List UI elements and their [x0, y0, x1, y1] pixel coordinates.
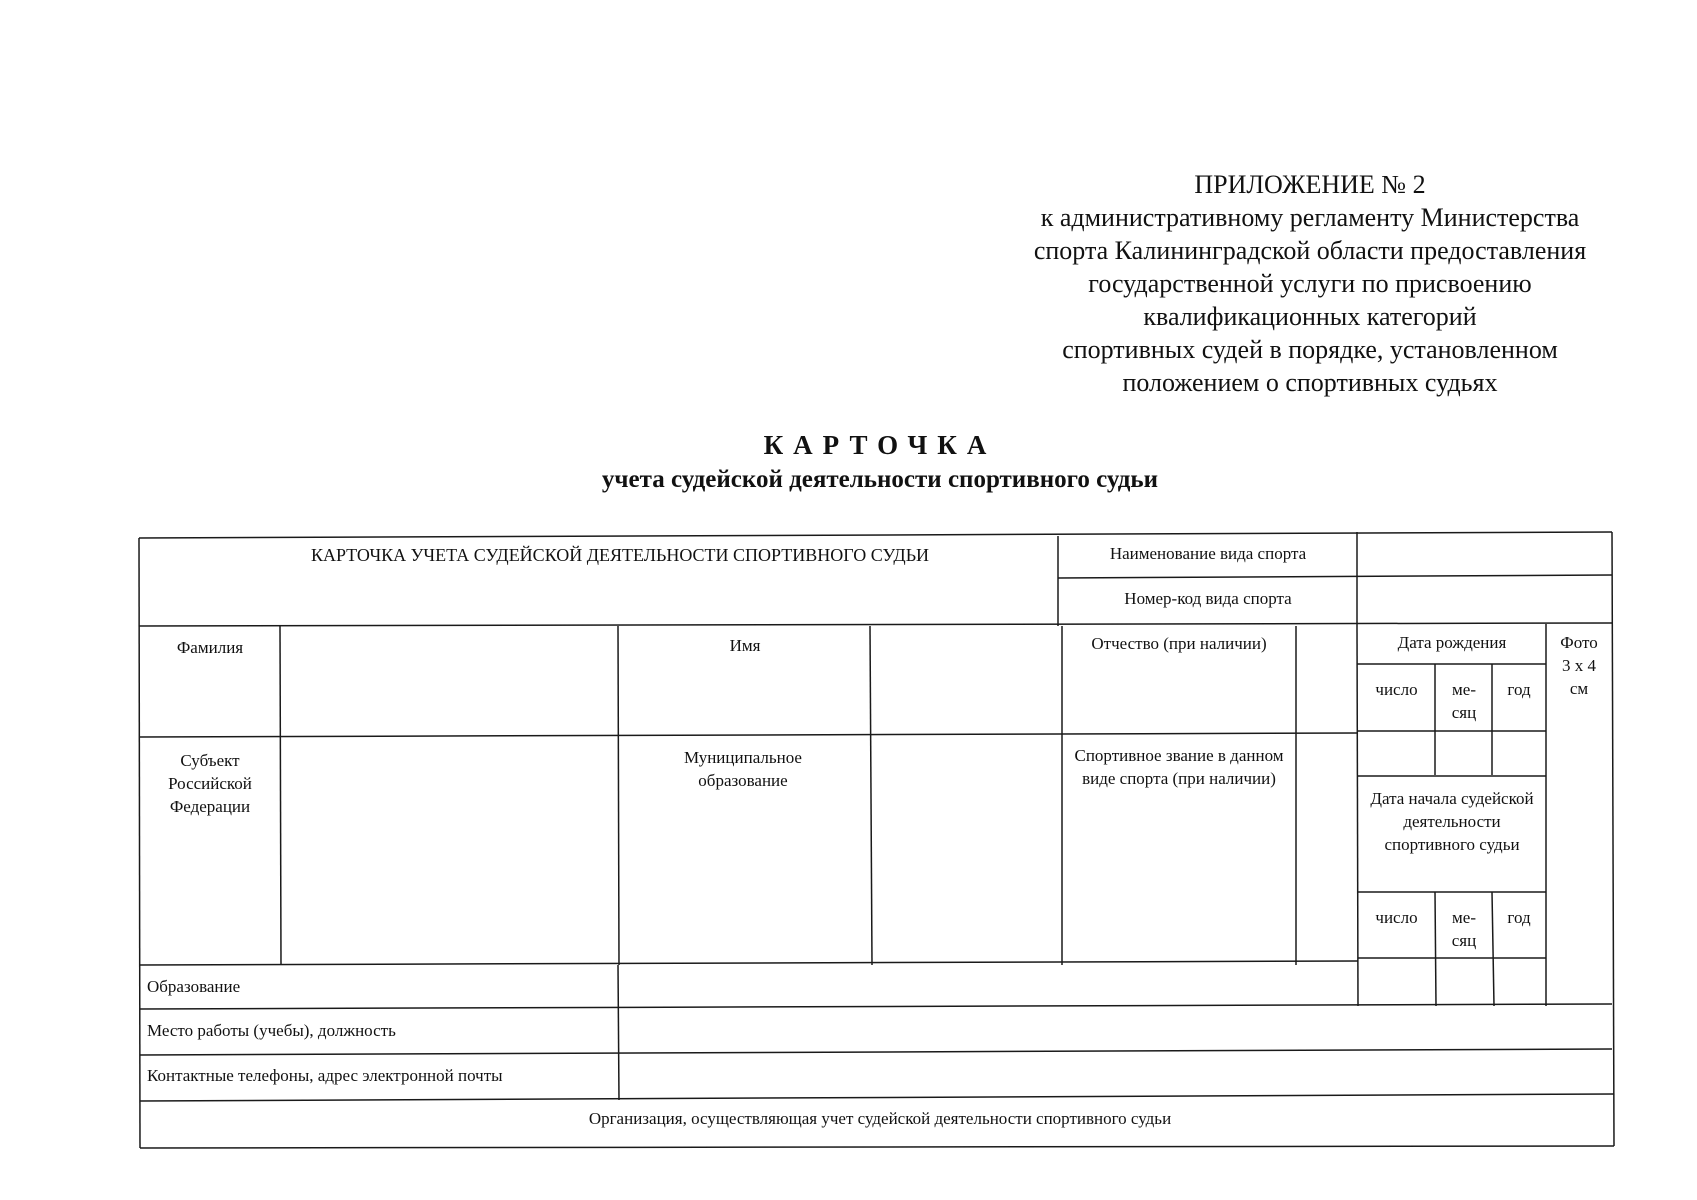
region-label: Субъект Российской Федерации [168, 751, 252, 816]
sport-title-label: Спортивное звание в данном виде спорта (при наличии) [1074, 746, 1284, 788]
judging-year-label: год [1507, 908, 1531, 927]
appendix-line: спорта Калининградской области предоставления [1033, 236, 1587, 265]
appendix-line: квалификационных категорий [1143, 302, 1477, 331]
birth-month-label: ме- сяц [1451, 680, 1477, 722]
card-heading: КАРТОЧКА УЧЕТА СУДЕЙСКОЙ ДЕЯТЕЛЬНОСТИ СПОРТИВНОГО СУДЬИ [310, 545, 930, 565]
document-title: КАРТОЧКА [763, 430, 997, 460]
photo-label: Фото 3 х 4 см [1560, 633, 1598, 698]
birth-day-label: число [1375, 680, 1418, 699]
name-label: Имя [729, 636, 761, 655]
document-subtitle: учета судейской деятельности спортивного судьи [601, 466, 1159, 493]
judging-month-label: ме- сяц [1451, 908, 1477, 950]
organization-label: Организация, осуществляющая учет судейской деятельности спортивного судьи [588, 1109, 1172, 1128]
appendix-line: государственной услуги по присвоению [1088, 269, 1532, 298]
workplace-label: Место работы (учебы), должность [147, 1021, 396, 1040]
birth-year-label: год [1507, 680, 1531, 699]
education-label: Образование [147, 977, 241, 996]
surname-label: Фамилия [176, 638, 244, 657]
appendix-title: ПРИЛОЖЕНИЕ № 2 [1194, 170, 1426, 199]
municipality-label: Муниципальное образование [684, 748, 802, 790]
judging-day-label: число [1375, 908, 1418, 927]
sport-name-label: Наименование вида спорта [1109, 544, 1307, 563]
appendix-line: положением о спортивных судьях [1122, 368, 1498, 397]
appendix-line: спортивных судей в порядке, установленном [1062, 335, 1558, 364]
appendix-header [980, 168, 1640, 399]
sport-code-label: Номер-код вида спорта [1124, 589, 1292, 608]
birth-date-label: Дата рождения [1397, 633, 1507, 652]
appendix-line: к административному регламенту Министерства [1040, 203, 1580, 232]
contacts-label: Контактные телефоны, адрес электронной почты [147, 1066, 503, 1085]
patronymic-label: Отчество (при наличии) [1091, 634, 1267, 653]
judging-start-label: Дата начала судейской деятельности спортивного судьи [1370, 789, 1534, 854]
